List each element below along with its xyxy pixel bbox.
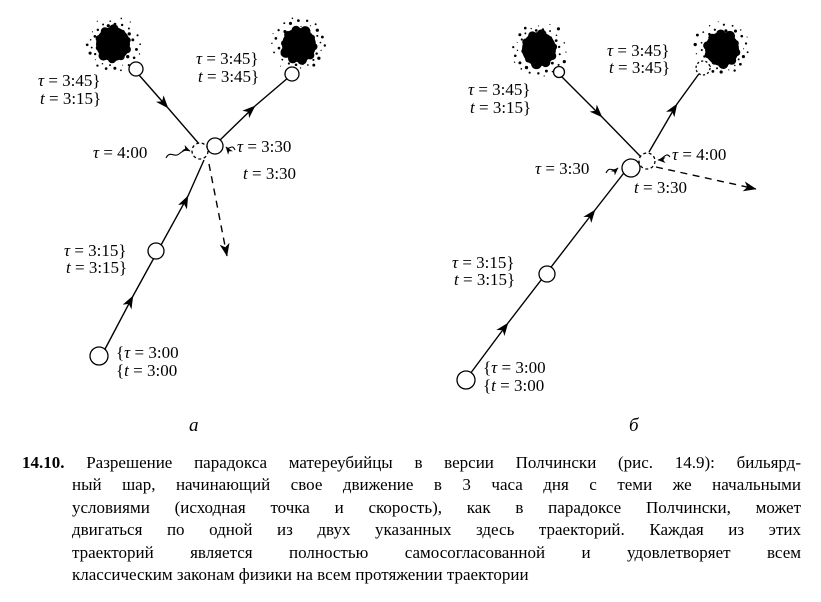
caption-line-1: [22, 452, 801, 474]
label-start-a-line1: {τ = 3:00: [116, 343, 179, 362]
pointer-squiggle-tau-3-30-b: [606, 168, 618, 173]
billiard-ball-old-collision-b: [639, 153, 655, 169]
billiard-ball-at-exit-mouth-b: [554, 67, 565, 78]
figure-number: 14.10.: [22, 453, 65, 472]
label-midpoint-b-line1: τ = 3:15}: [452, 253, 515, 272]
billiard-ball-start-b: [457, 371, 475, 389]
label-exit-time-a-line1: τ = 3:45}: [38, 71, 101, 90]
caption-line-5: траекторий является полностью самосогласованной и удовлетворяет всем: [72, 542, 801, 562]
label-entry-time-b-line2: t = 3:45}: [609, 58, 671, 77]
label-start-a-line2: {t = 3:00: [116, 361, 178, 380]
label-entry-time-a-line1: τ = 3:45}: [196, 49, 259, 68]
pointer-squiggle-tau-4-00-a: [166, 150, 190, 158]
billiard-ball-young-collision-b: [622, 159, 640, 177]
trajectory-collision-to-entry-b: [649, 71, 701, 152]
panel-b: [452, 21, 756, 436]
label-collision-before-b-line2: t = 3:30: [634, 178, 688, 197]
label-midpoint-b-line2: t = 3:15}: [454, 270, 516, 289]
label-exit-time-a-line2: t = 3:15}: [40, 89, 102, 108]
billiard-ball-young-collision-a: [207, 138, 223, 154]
label-midpoint-a-line2: t = 3:15}: [66, 258, 128, 277]
caption-line-6: классическим законам физики на всем протяжении траектории: [72, 565, 529, 585]
label-exit-time-b-line2: t = 3:15}: [470, 98, 532, 117]
wormhole-mouth-right-a: [271, 18, 326, 71]
billiard-ball-at-entry-mouth-a: [285, 67, 299, 81]
label-start-b-line1: {τ = 3:00: [483, 358, 546, 377]
trajectory-undisturbed-dashed-a: [209, 164, 227, 256]
trajectory-collision-to-entry-a: [219, 77, 289, 141]
panel-a: [38, 18, 326, 436]
caption-line-1-text: Разрешение парадокса матереубийцы в версии Полчински (рис. 14.9): бильярд-: [86, 453, 801, 472]
label-collision-before-a-line2: t = 3:30: [243, 164, 297, 183]
billiard-ball-midpoint-a: [148, 243, 164, 259]
billiard-ball-at-entry-mouth-b: [696, 61, 710, 75]
trajectory-exit-to-collision-b: [560, 75, 641, 157]
label-exit-time-b-line1: τ = 3:45}: [468, 80, 531, 99]
caption-line-3: условиями (исходная точка и скорость), как в парадоксе Полчински, может: [72, 497, 801, 517]
label-midpoint-a-line1: τ = 3:15}: [64, 241, 127, 260]
panel-letter-a: а: [189, 415, 199, 436]
trajectory-exit-to-collision-a: [139, 75, 200, 145]
figure-caption: [22, 452, 801, 586]
label-collision-after-b: τ = 4:00: [672, 145, 727, 164]
billiard-ball-old-collision-a: [192, 143, 208, 159]
panel-letter-b: б: [629, 415, 639, 436]
label-collision-before-b: τ = 3:30: [535, 159, 590, 178]
pointer-squiggle-tau-4-00-b: [658, 155, 670, 160]
billiard-ball-at-exit-mouth-a: [129, 62, 143, 76]
label-entry-time-a-line2: t = 3:45}: [198, 67, 260, 86]
caption-line-2: ный шар, начинающий свое движение в 3 часа дня с теми же начальными: [72, 475, 801, 495]
label-collision-before-a-line1: τ = 3:30: [237, 137, 292, 156]
label-start-b-line2: {t = 3:00: [483, 376, 545, 395]
label-collision-after-a: τ = 4:00: [93, 143, 148, 162]
billiard-ball-midpoint-b: [539, 266, 555, 282]
caption-line-4: двигаться по одной из двух указанных здесь траекторий. Каждая из этих: [72, 520, 801, 540]
label-entry-time-b-line1: τ = 3:45}: [607, 41, 670, 60]
billiard-ball-start-a: [90, 347, 108, 365]
pointer-squiggle-tau-3-30-a: [226, 147, 235, 150]
